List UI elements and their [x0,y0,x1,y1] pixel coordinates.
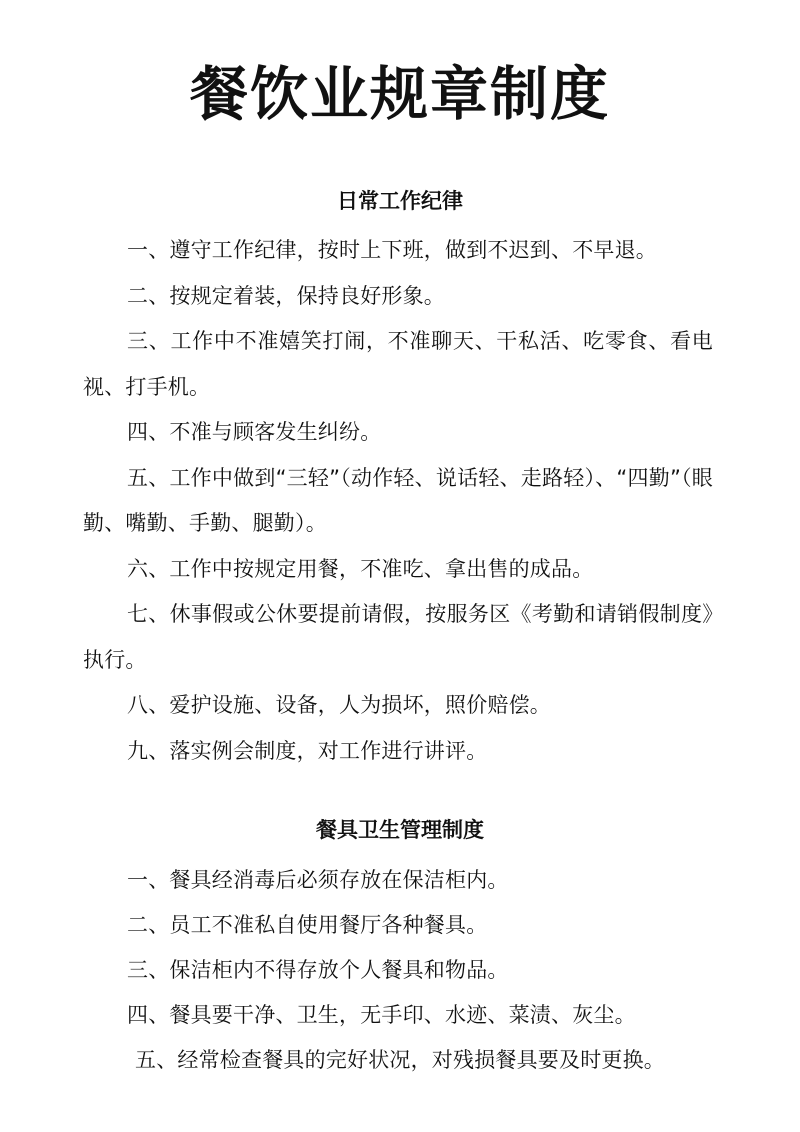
rule-item: 五、经常检查餐具的完好状况，对残损餐具要及时更换。 [135,1048,665,1072]
document-title: 餐饮业规章制度 [189,60,610,128]
rule-item: 二、员工不准私自使用餐厅各种餐具。 [127,913,488,937]
rule-item: 六、工作中按规定用餐，不准吃、拿出售的成品。 [127,556,594,581]
rule-item: 一、餐具经消毒后必须存放在保洁柜内。 [127,868,509,892]
rule-item: 四、不准与顾客发生纠纷。 [127,420,382,444]
rule-item: 八、爱护设施、设备，人为损坏，照价赔偿。 [127,693,551,717]
rule-item: 一、遵守工作纪律，按时上下班，做到不迟到、不早退。 [127,238,657,262]
section-title-daily-discipline: 日常工作纪律 [337,189,463,213]
rule-item: 五、工作中做到“三轻”（动作轻、说话轻、走路轻）、“四勤”（眼勤、嘴勤、手勤、腿勤）。 [83,465,713,535]
rule-item: 四、餐具要干净、卫生，无手印、水迹、菜渍、灰尘。 [127,1003,636,1027]
rule-item: 三、工作中不准嬉笑打闹，不准聊天、干私活、吃零食、看电视、打手机。 [83,329,713,399]
rule-list-tableware-hygiene [83,858,713,1083]
section-title-tableware-hygiene: 餐具卫生管理制度 [316,818,484,842]
rule-item: 二、按规定着装，保持良好形象。 [127,283,445,308]
rule-item: 三、保洁柜内不得存放个人餐具和物品。 [127,958,509,982]
rule-item: 七、休事假或公休要提前请假，按服务区《考勤和请销假制度》执行。 [83,602,713,672]
rule-item: 九、落实例会制度，对工作进行讲评。 [127,738,488,763]
rule-list-daily-discipline [83,228,713,774]
